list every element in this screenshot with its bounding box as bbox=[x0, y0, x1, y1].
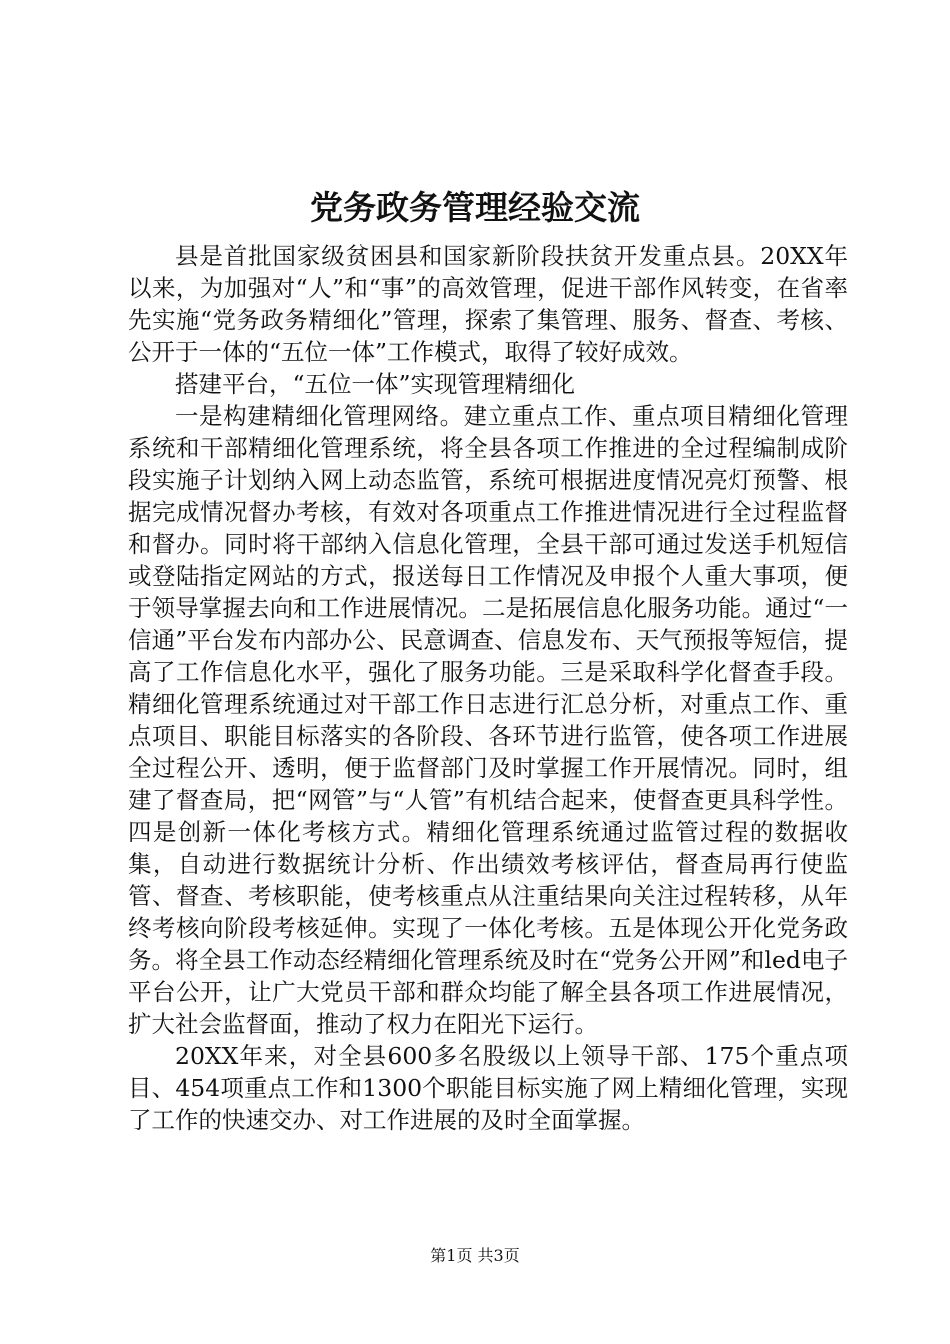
document-title: 党务政务管理经验交流 bbox=[310, 188, 640, 227]
document-body bbox=[128, 240, 848, 1136]
paragraph-results: 20XX年来，对全县600多名股级以上领导干部、175个重点项目、454项重点工作和1300个职能目标实施了网上精细化管理，实现了工作的快速交办、对工作进展的及时全面掌握。 bbox=[128, 1042, 848, 1134]
paragraph-details: 一是构建精细化管理网络。建立重点工作、重点项目精细化管理系统和干部精细化管理系统，将全县各项工作推进的全过程编制成阶段实施子计划纳入网上动态监管，系统可根据进度情况亮灯预警、根据完成情况督办考核，有效对各项重点工作推进情况进行全过程监督和督办。同时将干部纳入信息化管理，全县干部可通过发送手机短信或登陆指定网站的方式，报送每日工作情况及申报个人重大事项，便于领导掌握去向和工作进展情况。二是拓展信息化服务功能。通过“一信通”平台发布内部办公、民意调查、信息发布、天气预报等短信，提高了工作信息化水平，强化了服务功能。三是采取科学化督查手段。精细化管理系统通过对干部工作日志进行汇总分析，对重点工作、重点项目、职能目标落实的各阶段、各环节进行监管，使各项工作进展全过程公开、透明，便于监督部门及时掌握工作开展情况。同时，组建了督查局，把“网管”与“人管”有机结合起来，使督查更具科学性。四是创新一体化考核方式。精细化管理系统通过监管过程的数据收集，自动进行数据统计分析、作出绩效考核评估，督查局再行使监管、督查、考核职能，使考核重点从注重结果向关注过程转移，从年终考核向阶段考核延伸。实现了一体化考核。五是体现公开化党务政务。将全县工作动态经精细化管理系统及时在“党务公开网”和led电子平台公开，让广大党员干部和群众均能了解全县各项工作进展情况，扩大社会监督面，推动了权力在阳光下运行。 bbox=[128, 402, 848, 1038]
paragraph-intro: 县是首批国家级贫困县和国家新阶段扶贫开发重点县。20XX年以来，为加强对“人”和“事”的高效管理，促进干部作风转变，在省率先实施“党务政务精细化”管理，探索了集管理、服务、督查、考核、公开于一体的“五位一体”工作模式，取得了较好成效。 bbox=[128, 242, 848, 366]
section-heading: 搭建平台，“五位一体”实现管理精细化 bbox=[175, 370, 576, 398]
page-footer: 第1页 共3页 bbox=[430, 1246, 520, 1265]
